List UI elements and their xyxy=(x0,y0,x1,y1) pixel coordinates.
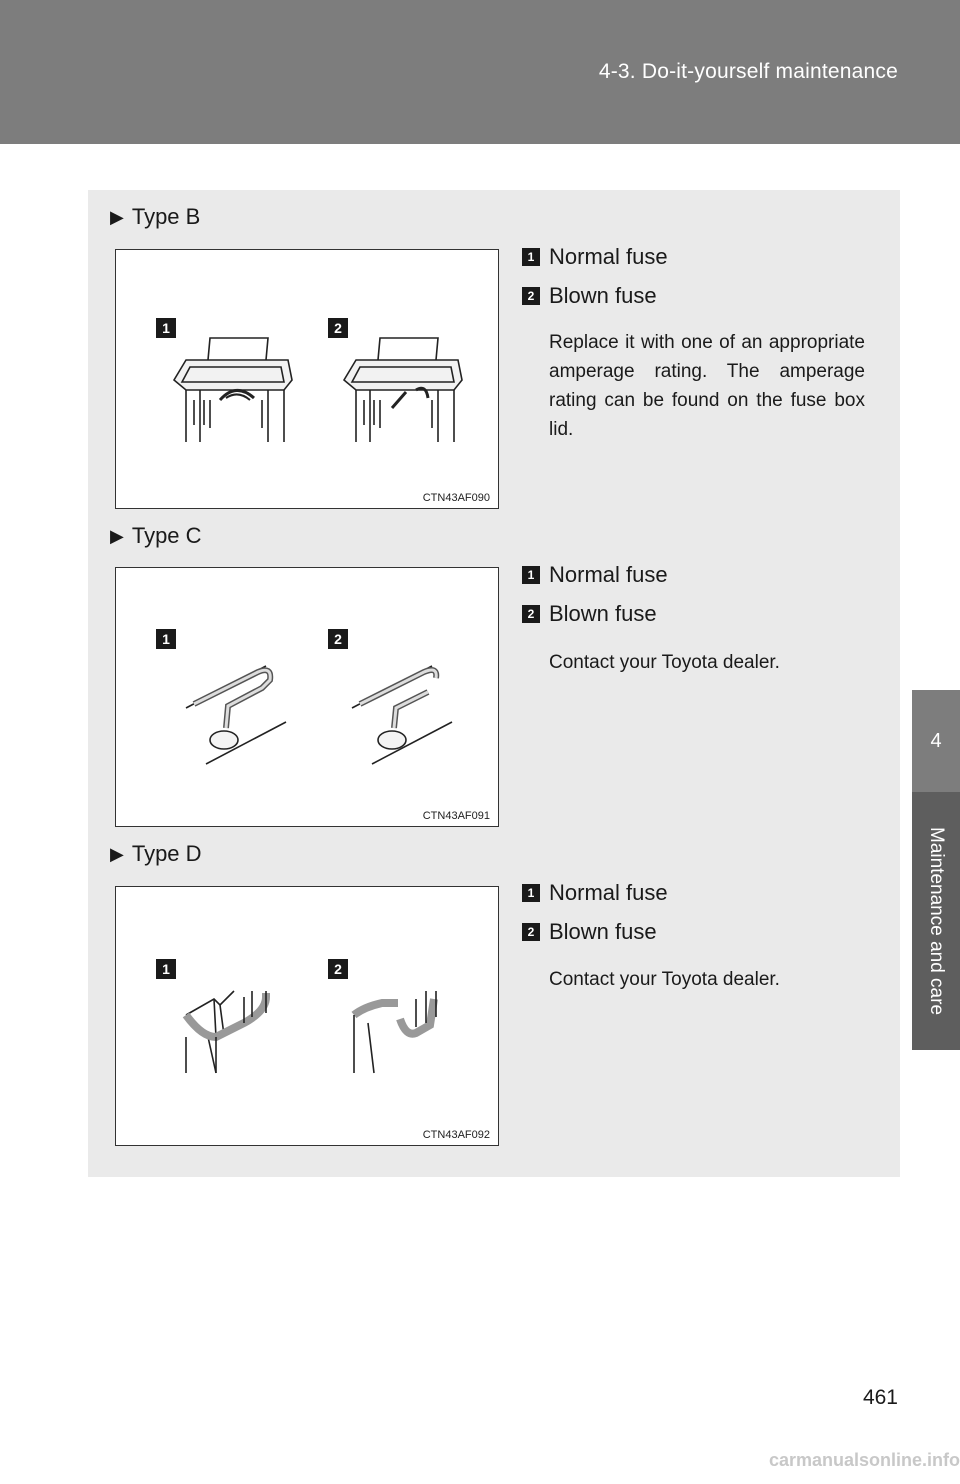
arrow-right-icon: ▶ xyxy=(110,206,124,227)
type-c-description: Contact your Toyota dealer. xyxy=(549,652,780,673)
callout-label: Normal fuse xyxy=(549,244,668,269)
chapter-label-text: Maintenance and care xyxy=(926,826,947,1016)
callout-normal-fuse xyxy=(522,880,668,906)
type-b-label: Type B xyxy=(131,204,201,229)
figure-code: CTN43AF091 xyxy=(422,810,490,822)
figure-type-d xyxy=(115,886,499,1146)
watermark: carmanualsonline.info xyxy=(768,1450,960,1470)
callout-label: Blown fuse xyxy=(549,283,657,308)
callout-number: 1 xyxy=(522,248,540,266)
arrow-right-icon: ▶ xyxy=(110,525,124,546)
callout-badge-1: 1 xyxy=(156,629,176,649)
callout-badge-2: 2 xyxy=(328,959,348,979)
callout-number: 1 xyxy=(522,566,540,584)
fuse-type-c-illustration xyxy=(116,568,500,828)
header-bar xyxy=(0,0,960,144)
callout-normal-fuse xyxy=(522,562,668,588)
type-d-description: Contact your Toyota dealer. xyxy=(549,969,780,990)
arrow-right-icon: ▶ xyxy=(110,843,124,864)
callout-badge-1: 1 xyxy=(156,959,176,979)
page-number: 461 xyxy=(862,1386,898,1409)
chapter-tab-number: 4 xyxy=(912,690,960,792)
callout-badge-1: 1 xyxy=(156,318,176,338)
type-b-description: Replace it with one of an appropriate amperage rating. The amperage rating can be found on the fuse box lid. xyxy=(549,332,865,440)
type-c-label: Type C xyxy=(131,523,202,548)
figure-code: CTN43AF092 xyxy=(422,1129,490,1141)
chapter-tab-label xyxy=(912,792,960,1050)
type-c-heading xyxy=(110,523,202,549)
callout-label: Normal fuse xyxy=(549,880,668,905)
callout-number: 2 xyxy=(522,923,540,941)
fuse-type-b-illustration xyxy=(116,250,500,510)
section-title: 4-3. Do-it-yourself maintenance xyxy=(598,60,898,83)
callout-number: 2 xyxy=(522,605,540,623)
callout-number: 2 xyxy=(522,287,540,305)
figure-code: CTN43AF090 xyxy=(422,492,490,504)
fuse-type-d-illustration xyxy=(116,887,500,1147)
callout-blown-fuse xyxy=(522,601,657,627)
callout-normal-fuse xyxy=(522,244,668,270)
callout-label: Blown fuse xyxy=(549,601,657,626)
callout-blown-fuse xyxy=(522,919,657,945)
callout-badge-2: 2 xyxy=(328,318,348,338)
callout-number: 1 xyxy=(522,884,540,902)
callout-blown-fuse xyxy=(522,283,657,309)
type-d-label: Type D xyxy=(131,841,202,866)
callout-label: Normal fuse xyxy=(549,562,668,587)
figure-type-b xyxy=(115,249,499,509)
type-d-heading xyxy=(110,841,202,867)
callout-badge-2: 2 xyxy=(328,629,348,649)
type-b-heading xyxy=(110,204,200,230)
figure-type-c xyxy=(115,567,499,827)
callout-label: Blown fuse xyxy=(549,919,657,944)
